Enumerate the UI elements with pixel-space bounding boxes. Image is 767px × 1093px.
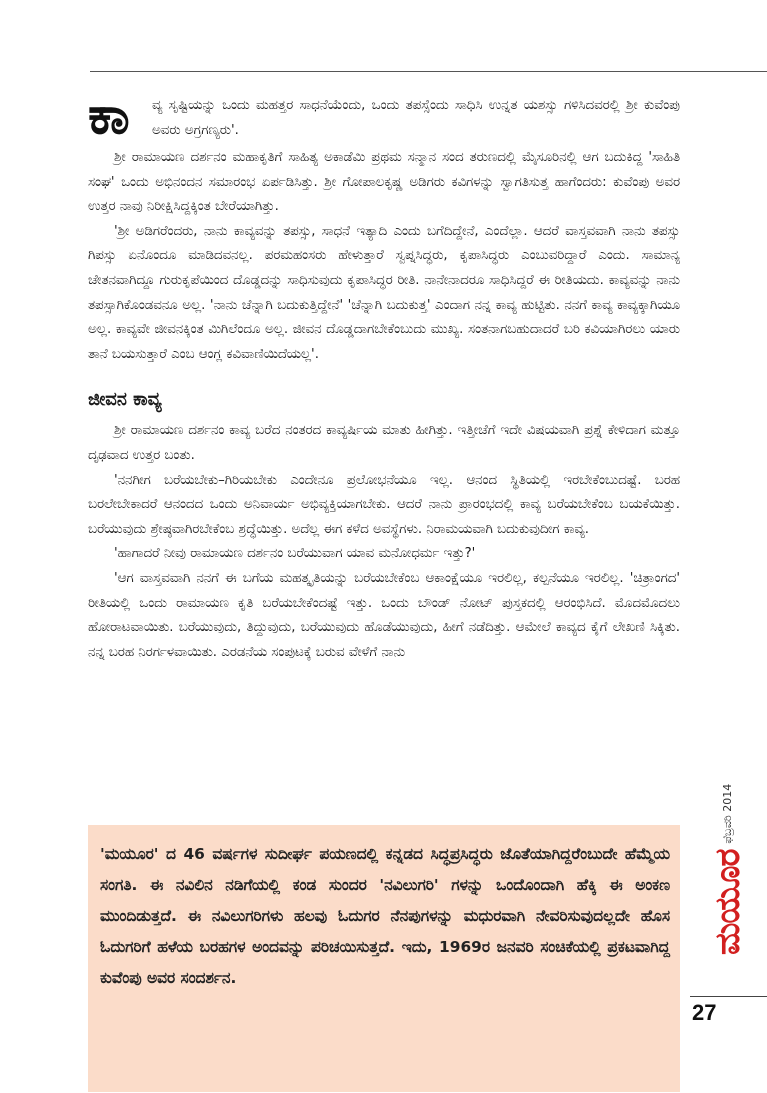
page-number: 27 [692,1000,717,1025]
drop-cap: ಕಾ [88,86,130,146]
magazine-masthead [703,783,753,955]
issue-date: ಫೆಬ್ರವರಿ 2014 [721,783,734,844]
paragraph: ಶ್ರೀ ರಾಮಾಯಣ ದರ್ಶನಂ ಕಾವ್ಯ ಬರೆದ ನಂತರದ ಕಾವ್ಯರ್ಷಿಯ ಮಾತು ಹೀಗಿತ್ತು. ಇತ್ತೀಚೆಗೆ ಇದೇ ವಿಷಯವಾಗಿ ಪ್ರಶ್ನೆ ಕೇಳಿದಾಗ ಮತ್ತೂ ದೃಢವಾದ ಉತ್ತರ ಬಂತು. [88,423,680,463]
paragraph: 'ಆಗ ವಾಸ್ತವವಾಗಿ ನನಗೆ ಈ ಬಗೆಯ ಮಹತ್ಕೃತಿಯನ್ನು ಬರೆಯಬೇಕೆಂಬ ಆಕಾಂಕ್ಷೆಯೂ ಇರಲಿಲ್ಲ, ಕಲ್ಪನೆಯೂ ಇರಲಿಲ್ಲ. 'ಚಿತ್ರಾಂಗದ' ರೀತಿಯಲ್ಲಿ ಒಂದು ರಾಮಾಯಣ ಕೃತಿ ಬರೆಯಬೇಕೆಂದಷ್ಟೆ ಇತ್ತು. ಒಂದು ಬೌಂಡ್ ನೋಟ್ ಪುಸ್ತಕದಲ್ಲಿ ಆರಂಭಿಸಿದೆ. ಮೊದಮೊದಲು ಹೋರಾಟವಾಯಿತು. ಬರೆಯುವುದು, ತಿದ್ದುವುದು, ಬರೆಯುವುದು ಹೊಡೆಯುವುದು, ಹೀಗೆ ನಡೆದಿತ್ತು. ಆಮೇಲೆ ಕಾವ್ಯದ ಕೈಗೆ ಲೇಖಣಿ ಸಿಕ್ಕಿತು. ನನ್ನ ಬರಹ ನಿರರ್ಗಳವಾಯಿತು. ಎರಡನೆಯ ಸಂಪುಟಕ್ಕೆ ಬರುವ ವೇಳೆಗೆ ನಾನು [88,570,680,660]
paragraph: 'ಶ್ರೀ ಅಡಿಗರೆಂದರು, ನಾನು ಕಾವ್ಯವನ್ನು ತಪಸ್ಸು, ಸಾಧನೆ ಇತ್ಯಾದಿ ಎಂದು ಬಗೆದಿದ್ದೇನೆ, ಎಂದೆಲ್ಲಾ. ಆದರೆ ವಾಸ್ತವವಾಗಿ ನಾನು ತಪಸ್ಸು ಗಿಪಸ್ಸು ಏನೊಂದೂ ಮಾಡಿದವನಲ್ಲ. ಪರಮಹಂಸರು ಹೇಳುತ್ತಾರೆ ಸ್ವಪ್ನಸಿದ್ಧರು, ಕೃಪಾಸಿದ್ಧರು ಎಂಬುವರಿದ್ದಾರೆ ಎಂದು. ಸಾಮಾನ್ಯ ಚೇತನವಾಗಿದ್ದೂ ಗುರುಕೃಪೆಯಿಂದ ದೊಡ್ಡದನ್ನು ಸಾಧಿಸುವುದು ಕೃಪಾಸಿದ್ಧರ ರೀತಿ. ನಾನೇನಾದರೂ ಸಾಧಿಸಿದ್ದರೆ ಈ ರೀತಿಯದು. ಕಾವ್ಯವನ್ನು ನಾನು ತಪಸ್ಸಾಗಿಕೊಂಡವನೂ ಅಲ್ಲ. 'ನಾನು ಚೆನ್ನಾಗಿ ಬದುಕುತ್ತಿದ್ದೇನೆ' 'ಚೆನ್ನಾಗಿ ಬದುಕುತ್ತ' ಎಂದಾಗ ನನ್ನ ಕಾವ್ಯ ಹುಟ್ಟಿತು. ನನಗೆ ಕಾವ್ಯ ಕಾವ್ಯಕ್ಕಾಗಿಯೂ ಅಲ್ಲ. ಕಾವ್ಯವೇ ಜೀವನಕ್ಕಿಂತ ಮಿಗಿಲೆಂದೂ ಅಲ್ಲ. ಜೀವನ ದೊಡ್ಡದಾಗಬೇಕೆಂಬುದು ಮುಖ್ಯ. ಸಂತನಾಗಬಹುದಾದರೆ ಬರಿ ಕವಿಯಾಗಿರಲು ಯಾರು ತಾನೆ ಬಯಸುತ್ತಾರೆ ಎಂಬ ಆಂಗ್ಲ ಕವಿವಾಣಿಯಿದೆಯಲ್ಲ'. [88,223,680,362]
paragraph: 'ಹಾಗಾದರೆ ನೀವು ರಾಮಾಯಣ ದರ್ಶನಂ ಬರೆಯುವಾಗ ಯಾವ ಮನೋಧರ್ಮ ಇತ್ತು?' [114,546,476,562]
article-body [88,86,680,665]
section-heading: ಜೀವನ ಕಾವ್ಯ [88,389,162,411]
paragraph: ಶ್ರೀ ರಾಮಾಯಣ ದರ್ಶನಂ ಮಹಾಕೃತಿಗೆ ಸಾಹಿತ್ಯ ಅಕಾಡೆಮಿ ಪ್ರಥಮ ಸನ್ಮಾನ ಸಂದ ತರುಣದಲ್ಲಿ ಮೈಸೂರಿನಲ್ಲಿ ಆಗ ಬದುಕಿದ್ದ 'ಸಾಹಿತಿ ಸಂಘ' ಒಂದು ಅಭಿನಂದನ ಸಮಾರಂಭ ಏರ್ಪಡಿಸಿತ್ತು. ಶ್ರೀ ಗೋಪಾಲಕೃಷ್ಣ ಅಡಿಗರು ಕವಿಗಳನ್ನು ಸ್ವಾಗತಿಸುತ್ತ ಹಾಗೆಂದರು: ಕುವೆಂಪು ಅವರ ಉತ್ತರ ನಾವು ನಿರೀಕ್ಷಿಸಿದ್ದಕ್ಕಿಂತ ಬೇರೆಯಾಗಿತ್ತು. [88,150,680,215]
editorial-callout-box [88,825,680,1092]
magazine-logo: ಮಯೂರ [708,849,748,955]
lead-text: ವ್ಯ ಸೃಷ್ಟಿಯನ್ನು ಒಂದು ಮಹತ್ತರ ಸಾಧನೆಯೆಂದು, ಒಂದು ತಪಸ್ಸೆಂದು ಸಾಧಿಸಿ ಉನ್ನತ ಯಶಸ್ಸು ಗಳಿಸಿದವರಲ್ಲಿ ಶ್ರೀ ಕುವೆಂಪು ಅವರು ಅಗ್ರಗಣ್ಯರು'. [152,98,680,138]
top-rule [90,71,767,72]
paragraph: 'ನನಗೀಗ ಬರೆಯಬೇಕು–ಗಿರಿಯಬೇಕು ಎಂದೇನೂ ಪ್ರಲೋಭನೆಯೂ ಇಲ್ಲ. ಆನಂದ ಸ್ಥಿತಿಯಲ್ಲಿ ಇರಬೇಕೆಂಬುದಷ್ಟೆ. ಬರಹ ಬರಲೇಬೇಕಾದರೆ ಆನಂದದ ಒಂದು ಅನಿವಾರ್ಯ ಅಭಿವ್ಯಕ್ತಿಯಾಗಬೇಕು. ಆದರೆ ನಾನು ಪ್ರಾರಂಭದಲ್ಲಿ ಕಾವ್ಯ ಬರೆಯಬೇಕೆಂಬ ಬಯಕೆಯಿತ್ತು. ಬರೆಯುವುದು ಶ್ರೇಷ್ಠವಾಗಿರಬೇಕೆಂಬ ಶ್ರದ್ಧೆಯಿತ್ತು. ಅದೆಲ್ಲ ಈಗ ಕಳೆದ ಅವಸ್ಥೆಗಳು. ನಿರಾಮಯವಾಗಿ ಬದುಕುವುದೀಗ ಕಾವ್ಯ. [88,472,680,537]
lead-paragraph [88,86,680,146]
callout-text: 'ಮಯೂರ' ದ 46 ವರ್ಷಗಳ ಸುದೀರ್ಘ ಪಯಣದಲ್ಲಿ ಕನ್ನಡದ ಸಿದ್ಧಪ್ರಸಿದ್ಧರು ಜೊತೆಯಾಗಿದ್ದರೆಂಬುದೇ ಹೆಮ್ಮೆಯ ಸಂಗತಿ. ಈ ನವಿಲಿನ ನಡಿಗೆಯಲ್ಲಿ ಕಂಡ ಸುಂದರ 'ನವಿಲುಗರಿ' ಗಳನ್ನು ಒಂದೊಂದಾಗಿ ಹೆಕ್ಕಿ ಈ ಅಂಕಣ ಮುಂದಿಡುತ್ತದೆ. ಈ ನವಿಲುಗರಿಗಳು ಹಲವು ಓದುಗರ ನೆನಪುಗಳನ್ನು ಮಧುರವಾಗಿ ನೇವರಿಸುವುದಲ್ಲದೇ ಹೊಸ ಓದುಗರಿಗೆ ಹಳೆಯ ಬರಹಗಳ ಅಂದವನ್ನು ಪರಿಚಯಿಸುತ್ತದೆ. ಇದು, 1969ರ ಜನವರಿ ಸಂಚಿಕೆಯಲ್ಲಿ ಪ್ರಕಟವಾಗಿದ್ದ ಕುವೆಂಪು ಅವರ ಸಂದರ್ಶನ. [100,845,670,987]
page-number-rule [690,996,767,997]
